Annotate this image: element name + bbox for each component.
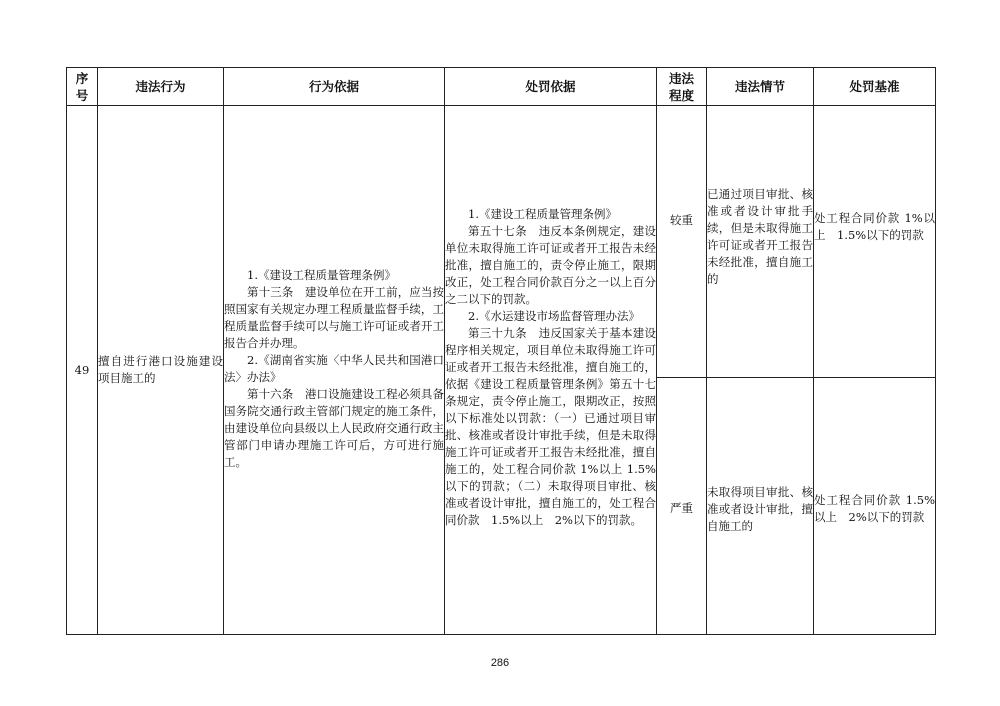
basis-title-1: 1.《建设工程质量管理条例》 [247, 268, 396, 282]
violation-text: 擅自进行港口设施建设项目施工的 [98, 354, 223, 385]
circumstance-text-2: 未取得项目审批、核准或者设计审批，擅自施工的 [707, 484, 813, 533]
header-violation: 违法行为 [98, 68, 224, 106]
penalty-article-2: 第三十九条 违反国家关于基本建设程序相关规定，项目单位未取得施工许可证或者开工报告未经批准，擅自施工的，依据《建设工程质量管理条例》第五十七条规定，责令停止施工，限期改正，按照以下标准处以罚款：（一）已通过项目审批、核准或者设计审批手续，但是未取得施工许可证或者开工报告未经批准，擅自施工的，处工程合同价款 1%以上 1.5%以下的罚款；（二）未取得项目审批、核准或者设计审批，擅自施工的，处工程合同价款 1.5%以上 2%以下的罚款。 [445, 325, 656, 527]
header-degree: 违法程度 [657, 68, 707, 106]
penalty-standard-table [66, 67, 936, 635]
degree-label-1: 较重 [670, 212, 693, 227]
header-seq: 序号 [67, 68, 98, 106]
seq-cell [67, 106, 98, 635]
circumstance-cell-1 [707, 106, 814, 378]
basis-article-2: 第十六条 港口设施建设工程必须具备国务院交通行政主管部门规定的施工条件，由建设单位向县级以上人民政府交通行政主管部门申请办理施工许可后，方可进行施工。 [224, 387, 444, 469]
basis-cell [224, 106, 445, 635]
header-standard: 处罚基准 [814, 68, 936, 106]
table-row [67, 106, 936, 378]
header-basis: 行为依据 [224, 68, 445, 106]
penalty-article-1: 第五十七条 违反本条例规定，建设单位未取得施工许可证或者开工报告未经批准，擅自施工的，责令停止施工，限期改正，处工程合同价款百分之一以上百分之二以下的罚款。 [445, 223, 656, 306]
standard-text-1: 处工程合同价款 1%以上 1.5%以下的罚款 [814, 211, 935, 242]
seq-number: 49 [74, 362, 90, 377]
penalty-title-2: 2.《水运建设市场监督管理办法》 [468, 308, 640, 323]
degree-cell-2 [657, 378, 707, 635]
degree-label-2: 严重 [670, 500, 693, 515]
penalty-basis-cell [445, 106, 657, 635]
header-penalty-basis: 处罚依据 [445, 68, 657, 106]
violation-cell [98, 106, 224, 635]
degree-cell-1 [657, 106, 707, 378]
header-circumstance: 违法情节 [707, 68, 814, 106]
table-header-row [67, 68, 936, 106]
penalty-title-1: 1.《建设工程质量管理条例》 [468, 206, 617, 221]
circumstance-cell-2 [707, 378, 814, 635]
page-number: 286 [490, 657, 510, 669]
standard-cell-1 [814, 106, 936, 378]
basis-title-2: 2.《湖南省实施〈中华人民共和国港口法〉办法》 [224, 353, 444, 384]
standard-text-2: 处工程合同价款 1.5%以上 2%以下的罚款 [814, 493, 935, 524]
circumstance-text-1: 已通过项目审批、核准或者设计审批手续，但是未取得施工许可证或者开工报告未经批准，擅自施工的 [707, 187, 813, 286]
standard-cell-2 [814, 378, 936, 635]
basis-article-1: 第十三条 建设单位在开工前，应当按照国家有关规定办理工程质量监督手续，工程质量监督手续可以与施工许可证或者开工报告合并办理。 [224, 285, 444, 350]
